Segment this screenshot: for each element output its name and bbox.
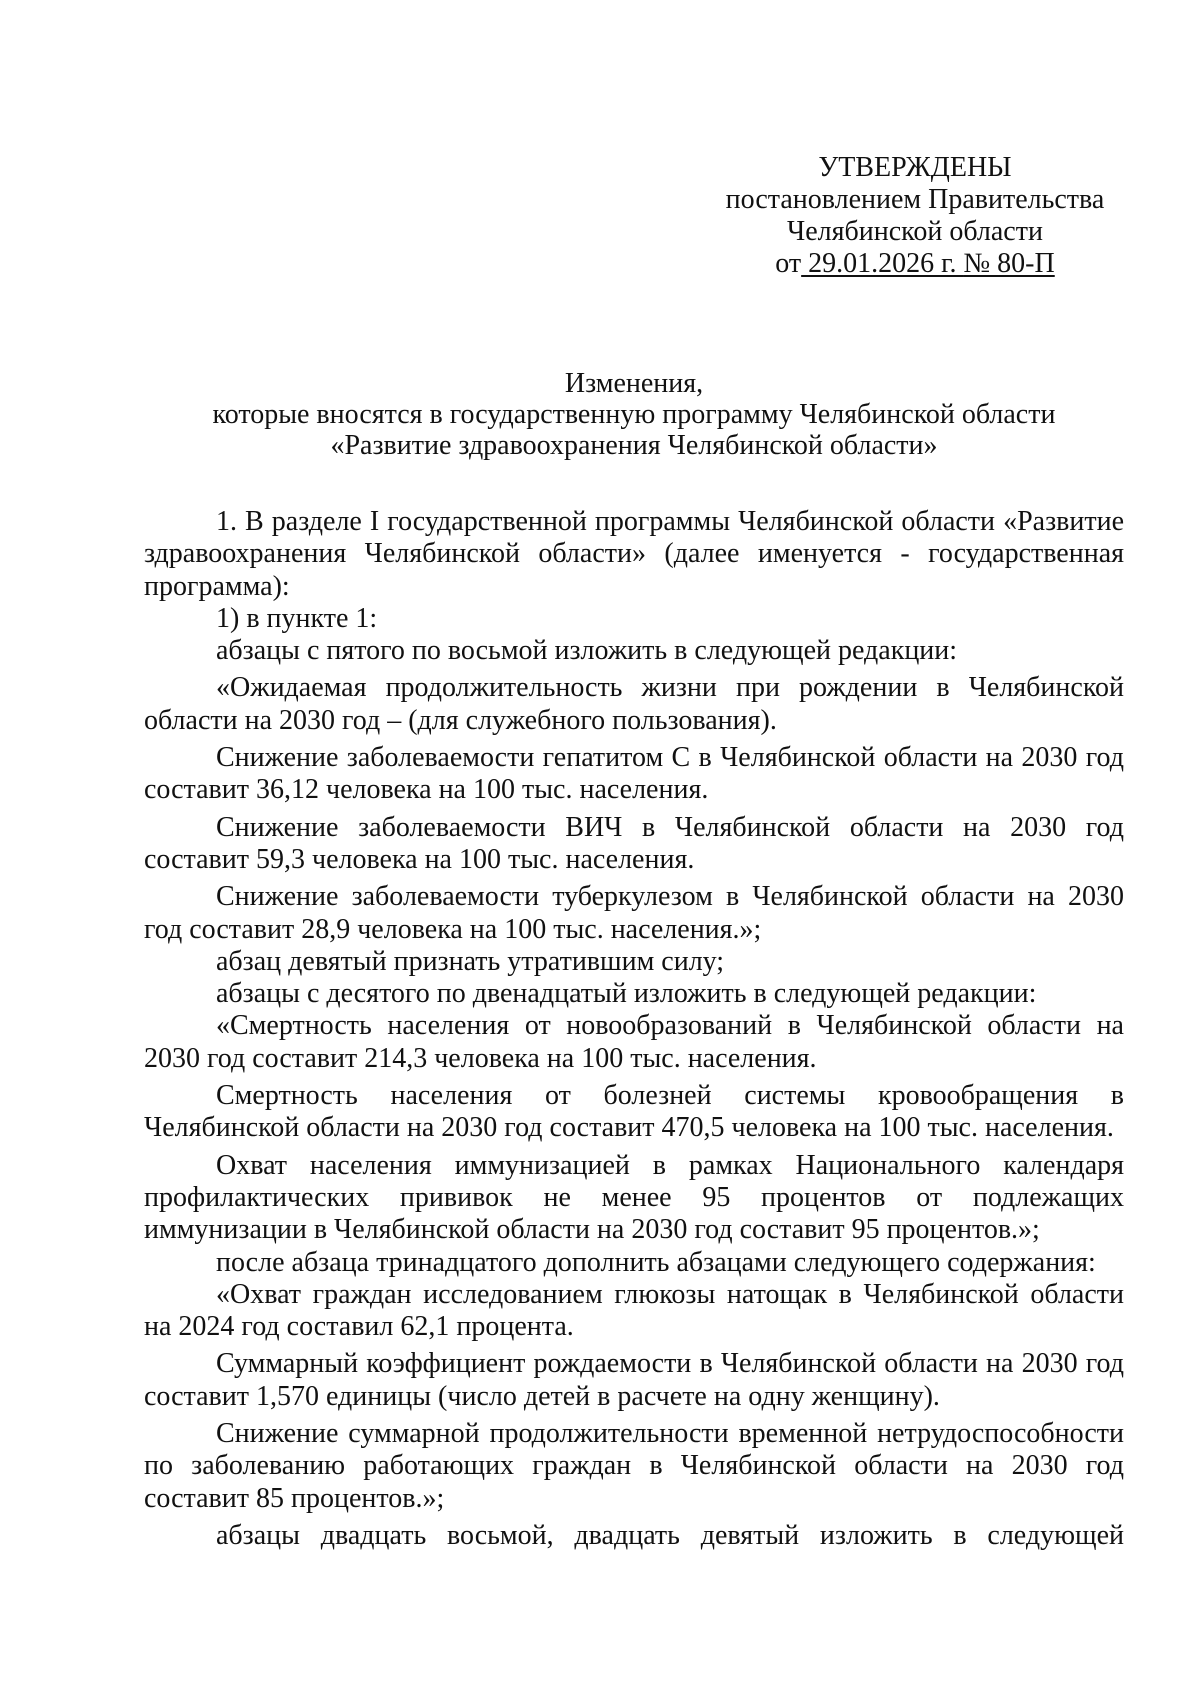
approval-authority: постановлением Правительства	[725, 184, 1105, 215]
paragraph-2: 1) в пункте 1:	[216, 602, 378, 634]
paragraph-15: Суммарный коэффициент рождаемости в Челябинской области на 2030 год составит 1,570 единицы (число детей в расчете на одну женщину).	[144, 1348, 1124, 1412]
paragraph-12: Охват населения иммунизацией в рамках Национального календаря профилактических прививок не менее 95 процентов от подлежащих иммунизации в Челябинской области на 2030 год составит 95 процентов.»;	[144, 1149, 1124, 1246]
paragraph-5: Снижение заболеваемости гепатитом С в Челябинской области на 2030 год составит 36,12 человека на 100 тыс. населения.	[144, 742, 1124, 806]
paragraph-13: после абзаца тринадцатого дополнить абзацами следующего содержания:	[216, 1246, 1096, 1278]
paragraph-10: «Смертность населения от новообразований в Челябинской области на 2030 год составит 214,3 человека на 100 тыс. населения.	[144, 1010, 1124, 1074]
title-line-1: Изменения,	[564, 368, 704, 399]
paragraph-6: Снижение заболеваемости ВИЧ в Челябинской области на 2030 год составит 59,3 человека на 100 тыс. населения.	[144, 811, 1124, 875]
paragraph-11: Смертность населения от болезней системы кровообращения в Челябинской области на 2030 год составит 470,5 человека на 100 тыс. населения.	[144, 1080, 1124, 1144]
approval-date: 29.01.2026 г.	[801, 248, 964, 279]
approval-region: Челябинской области	[787, 216, 1043, 247]
approval-block	[690, 152, 1140, 280]
paragraph-9: абзацы с десятого по двенадцатый изложить в следующей редакции:	[216, 978, 1037, 1010]
paragraph-7: Снижение заболеваемости туберкулезом в Челябинской области на 2030 год составит 28,9 человека на 100 тыс. населения.»;	[144, 881, 1124, 945]
title-line-2: которые вносятся в государственную программу Челябинской области	[212, 399, 1056, 430]
document-body	[144, 506, 1124, 1552]
paragraph-1: 1. В разделе I государственной программы Челябинской области «Развитие здравоохранения Челябинской области» (далее именуется - государственная программа):	[144, 506, 1124, 602]
paragraph-16: Снижение суммарной продолжительности временной нетрудоспособности по заболеванию работающих граждан в Челябинской области на 2030 год составит 85 процентов.»;	[144, 1418, 1124, 1514]
paragraph-4: «Ожидаемая продолжительность жизни при рождении в Челябинской области на 2030 год – (для служебного пользования).	[144, 672, 1124, 736]
title-line-3: «Развитие здравоохранения Челябинской области»	[330, 430, 938, 461]
paragraph-8: абзац девятый признать утратившим силу;	[216, 945, 725, 977]
paragraph-17: абзацы двадцать восьмой, двадцать девятый изложить в следующей	[216, 1519, 1124, 1551]
paragraph-14: «Охват граждан исследованием глюкозы натощак в Челябинской области на 2024 год составил 62,1 процента.	[144, 1278, 1124, 1343]
document-title	[144, 368, 1124, 461]
paragraph-3: абзацы с пятого по восьмой изложить в следующей редакции:	[216, 635, 958, 667]
approval-heading: УТВЕРЖДЕНЫ	[818, 152, 1012, 183]
approval-number: № 80-П	[963, 248, 1055, 279]
approval-date-prefix: от	[775, 248, 802, 279]
approval-date-line	[690, 248, 1140, 280]
